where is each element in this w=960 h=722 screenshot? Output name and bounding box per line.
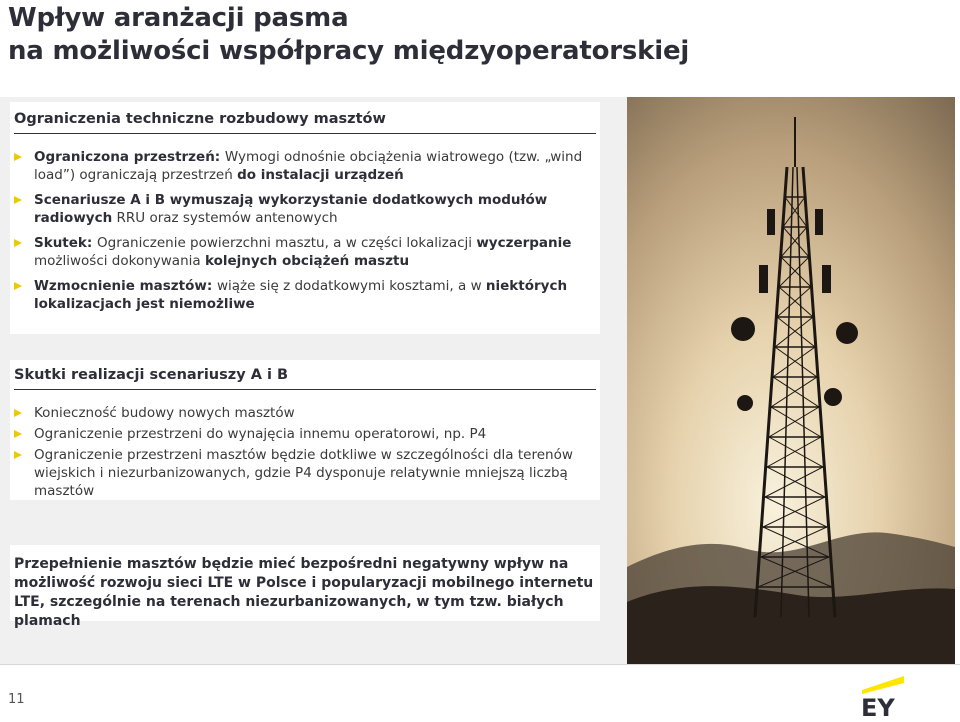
footer-divider: [0, 664, 960, 665]
ey-logo-icon: [858, 670, 908, 718]
bullet-emphasis-text: wyczerpanie: [476, 235, 572, 251]
bullet-lead-text: Skutek:: [34, 235, 97, 251]
page-title: [8, 2, 828, 68]
technical-constraints-list: [14, 148, 594, 320]
conclusion-panel: [10, 545, 600, 629]
scenario-effects-heading: Skutki realizacji scenariuszy A i B: [14, 367, 289, 383]
bullet-emphasis-text: niektórych lokalizacjach jest niemożliwe: [34, 278, 568, 312]
list-item: [14, 425, 594, 443]
bullet-body-text: Ograniczenie przestrzeni do wynajęcia innemu operatorowi, np. P4: [34, 426, 487, 442]
section-divider: [14, 389, 596, 390]
ey-logo-graphic: [858, 670, 908, 718]
technical-constraints-panel: [10, 102, 600, 334]
bullet-triangle-icon: [14, 196, 22, 204]
bullet-body-text: wiąże się z dodatkowymi kosztami, a w: [216, 278, 486, 294]
bullet-triangle-icon: [14, 451, 22, 459]
bullet-emphasis-text: kolejnych obciążeń masztu: [204, 253, 410, 269]
tower-silhouette-illustration: [627, 97, 955, 664]
page-title-line-1: Wpływ aranżacji pasma: [8, 3, 349, 33]
section-divider: [14, 133, 596, 134]
bullet-lead-text: Ograniczona przestrzeń:: [34, 149, 225, 165]
scenario-effects-panel: [10, 360, 600, 500]
bullet-body-text: RRU oraz systemów antenowych: [112, 210, 338, 226]
bullet-triangle-icon: [14, 409, 22, 417]
bullet-body-text: Wymogi odnośnie obciążenia wiatrowego (tzw. „wind load”) ograniczają przestrzeń: [34, 149, 583, 183]
bullet-lead-text: Scenariusze A i B wymuszają wykorzystanie dodatkowych modułów radiowych: [34, 192, 548, 226]
page-title-line-2: na możliwości współpracy międzyoperatorskiej: [8, 36, 690, 66]
bullet-triangle-icon: [14, 430, 22, 438]
bullet-body-text: Ograniczenie powierzchni masztu, a w części lokalizacji: [97, 235, 477, 251]
list-item: [14, 277, 594, 313]
list-item: [14, 191, 594, 227]
list-item: [14, 234, 594, 270]
bullet-body-text: Ograniczenie przestrzeni masztów będzie dotkliwe w szczególności dla terenów wiejskich i niezurbanizowanych, gdzie P4 dysponuje relatywnie mniejszą liczbą masztów: [34, 447, 573, 499]
list-item: [14, 446, 594, 500]
list-item: [14, 404, 594, 422]
bullet-triangle-icon: [14, 153, 22, 161]
bullet-emphasis-text: do instalacji urządzeń: [237, 167, 404, 183]
bullet-lead-text: Wzmocnienie masztów:: [34, 278, 217, 294]
technical-constraints-heading: Ograniczenia techniczne rozbudowy masztów: [14, 111, 386, 127]
page-number: 11: [8, 692, 25, 707]
bullet-body-text: Konieczność budowy nowych masztów: [34, 405, 295, 421]
conclusion-text: Przepełnienie masztów będzie mieć bezpośredni negatywny wpływ na możliwość rozwoju sieci LTE w Polsce i popularyzacji mobilnego internetu LTE, szczególnie na terenach niezurbanizowanych, w tym tzw. białych plamach: [14, 556, 594, 629]
scenario-effects-list: [14, 404, 594, 503]
bullet-triangle-icon: [14, 239, 22, 247]
list-item: [14, 148, 594, 184]
telecom-tower-photo: [627, 97, 955, 664]
bullet-body-text: możliwości dokonywania: [34, 253, 205, 269]
ey-logo-text: EY: [861, 694, 895, 718]
bullet-triangle-icon: [14, 282, 22, 290]
